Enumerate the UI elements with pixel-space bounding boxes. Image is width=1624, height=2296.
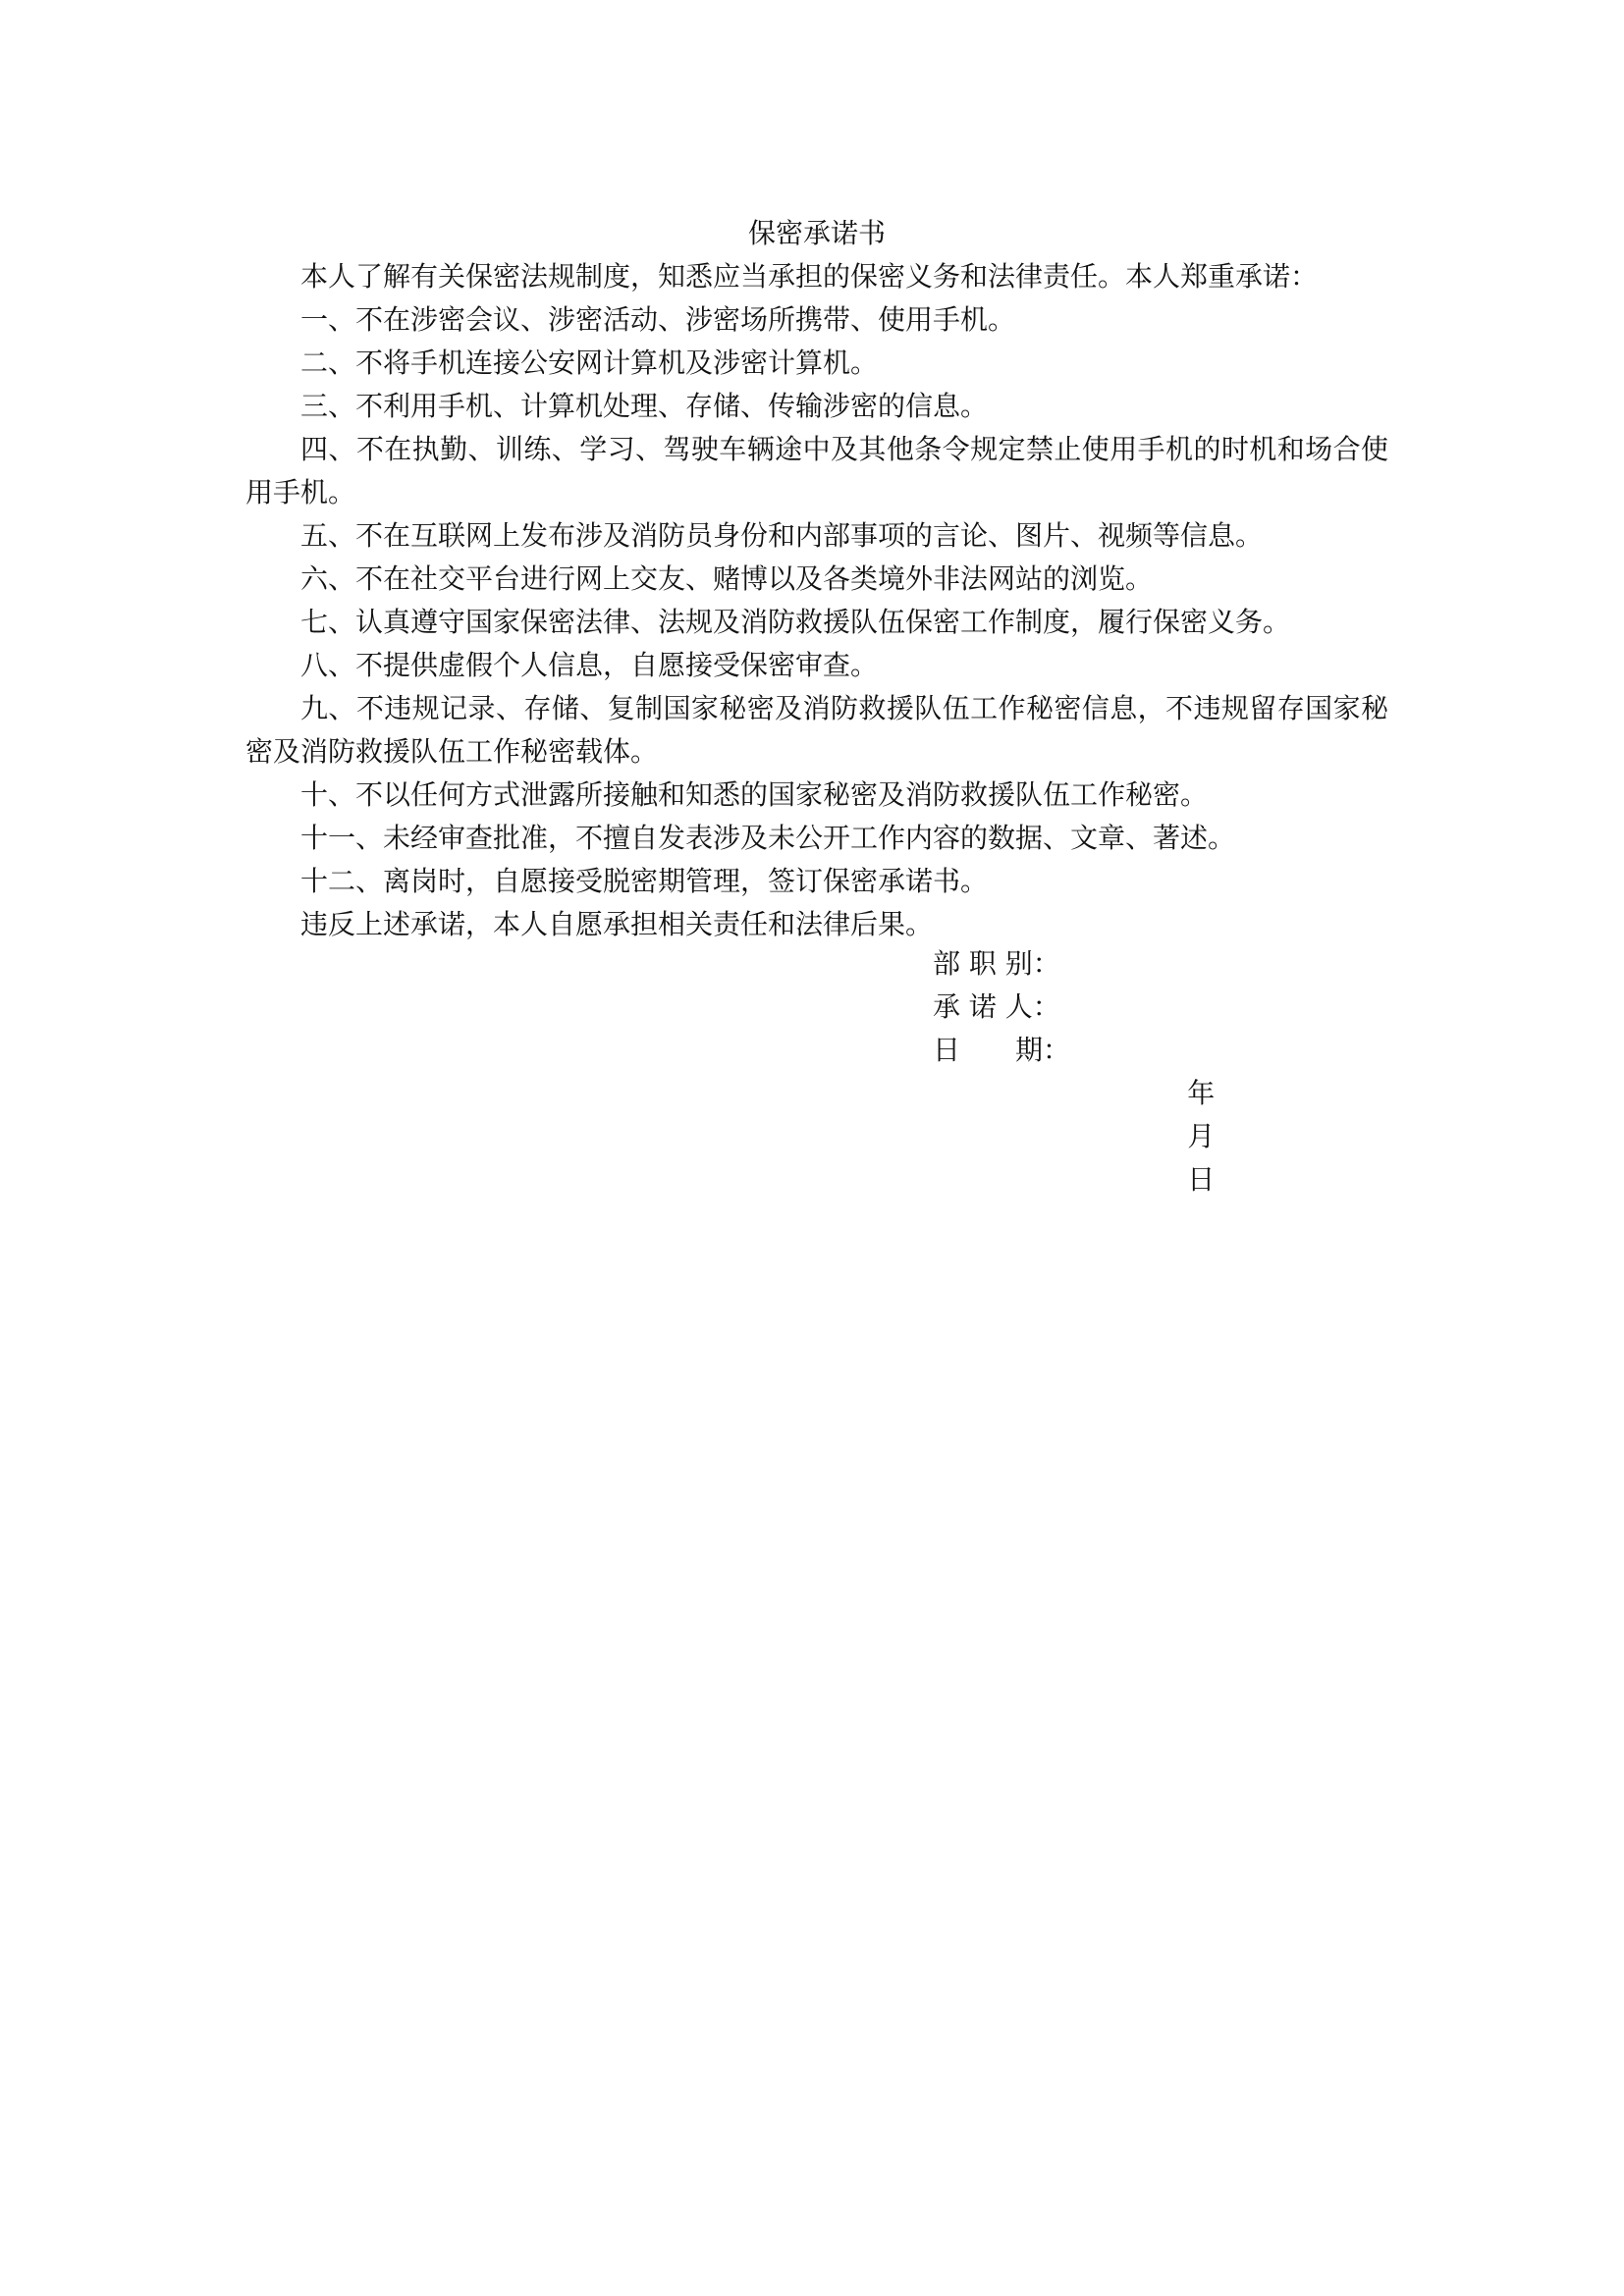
document-body	[245, 212, 1388, 946]
paragraph-item-2: 二、不将手机连接公安网计算机及涉密计算机。	[300, 347, 879, 379]
date-label: 日 期：	[933, 1034, 1071, 1066]
document-title: 保密承诺书	[747, 217, 886, 249]
paragraph-item-5: 五、不在互联网上发布涉及消防员身份和内部事项的言论、图片、视频等信息。	[300, 519, 1264, 552]
paragraph-item-12: 十二、离岗时，自愿接受脱密期管理，签订保密承诺书。	[300, 865, 989, 897]
paragraph-intro: 本人了解有关保密法规制度，知悉应当承担的保密义务和法律责任。本人郑重承诺：	[300, 260, 1319, 293]
paragraph-closing: 违反上述承诺，本人自愿承担相关责任和法律后果。	[300, 908, 934, 940]
date-fields	[1117, 1029, 1256, 1245]
department-label: 部 职 别：	[933, 947, 1060, 980]
department-row	[933, 942, 1256, 986]
paragraph-item-10: 十、不以任何方式泄露所接触和知悉的国家秘密及消防救援队伍工作秘密。	[300, 778, 1209, 811]
paragraph-item-8: 八、不提供虚假个人信息，自愿接受保密审查。	[300, 649, 879, 681]
paragraph-item-4: 四、不在执勤、训练、学习、驾驶车辆途中及其他条令规定禁止使用手机的时机和场合使用手机。	[245, 433, 1388, 508]
date-year-label: 年	[1187, 1077, 1216, 1109]
signature-block	[933, 942, 1256, 1245]
date-day-label: 日	[1187, 1163, 1216, 1196]
date-row	[933, 1029, 1256, 1245]
paragraph-item-7: 七、认真遵守国家保密法律、法规及消防救援队伍保密工作制度，履行保密义务。	[300, 606, 1291, 638]
date-month-label: 月	[1187, 1120, 1216, 1152]
paragraph-item-11: 十一、未经审查批准，不擅自发表涉及未公开工作内容的数据、文章、著述。	[300, 822, 1236, 854]
paragraph-item-1: 一、不在涉密会议、涉密活动、涉密场所携带、使用手机。	[300, 303, 1016, 336]
paragraph-item-6: 六、不在社交平台进行网上交友、赌博以及各类境外非法网站的浏览。	[300, 562, 1154, 595]
paragraph-item-9: 九、不违规记录、存储、复制国家秘密及消防救援队伍工作秘密信息，不违规留存国家秘密及消防救援队伍工作秘密载体。	[245, 692, 1388, 768]
promisor-label: 承 诺 人：	[933, 990, 1060, 1023]
promisor-row	[933, 986, 1256, 1029]
paragraph-item-3: 三、不利用手机、计算机处理、存储、传输涉密的信息。	[300, 390, 989, 422]
